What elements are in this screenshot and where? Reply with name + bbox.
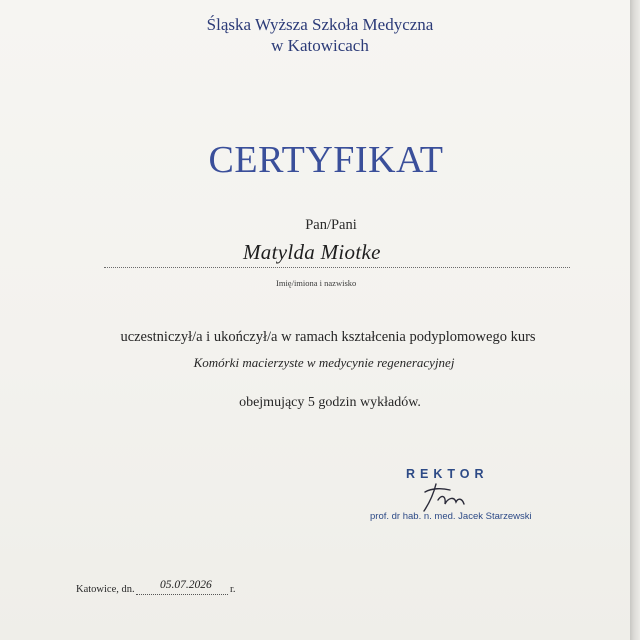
name-dotted-line — [104, 267, 570, 268]
year-suffix: r. — [230, 584, 236, 595]
rector-stamp-title: REKTOR — [406, 467, 489, 481]
issue-date: 05.07.2026 — [160, 579, 212, 591]
course-name: Komórki macierzyste w medycynie regeneracyjnej — [193, 355, 455, 370]
name-caption: Imię/imiona i nazwisko — [276, 278, 357, 288]
recipient-name: Matylda Miotke — [243, 240, 381, 264]
salutation: Pan/Pani — [305, 217, 357, 233]
course-hours: obejmujący 5 godzin wykładów. — [239, 395, 421, 410]
page-edge — [630, 0, 640, 640]
date-dotted-line — [136, 594, 228, 595]
issue-place-label: Katowice, dn. — [76, 584, 135, 595]
university-name-line2: w Katowicach — [271, 36, 369, 55]
university-name-line1: Śląska Wyższa Szkoła Medyczna — [206, 15, 434, 34]
rector-name: prof. dr hab. n. med. Jacek Starzewski — [370, 511, 532, 522]
completion-statement: uczestniczył/a i ukończył/a w ramach kształcenia podyplomowego kurs — [120, 329, 536, 345]
certificate-title: CERTYFIKAT — [208, 139, 444, 181]
